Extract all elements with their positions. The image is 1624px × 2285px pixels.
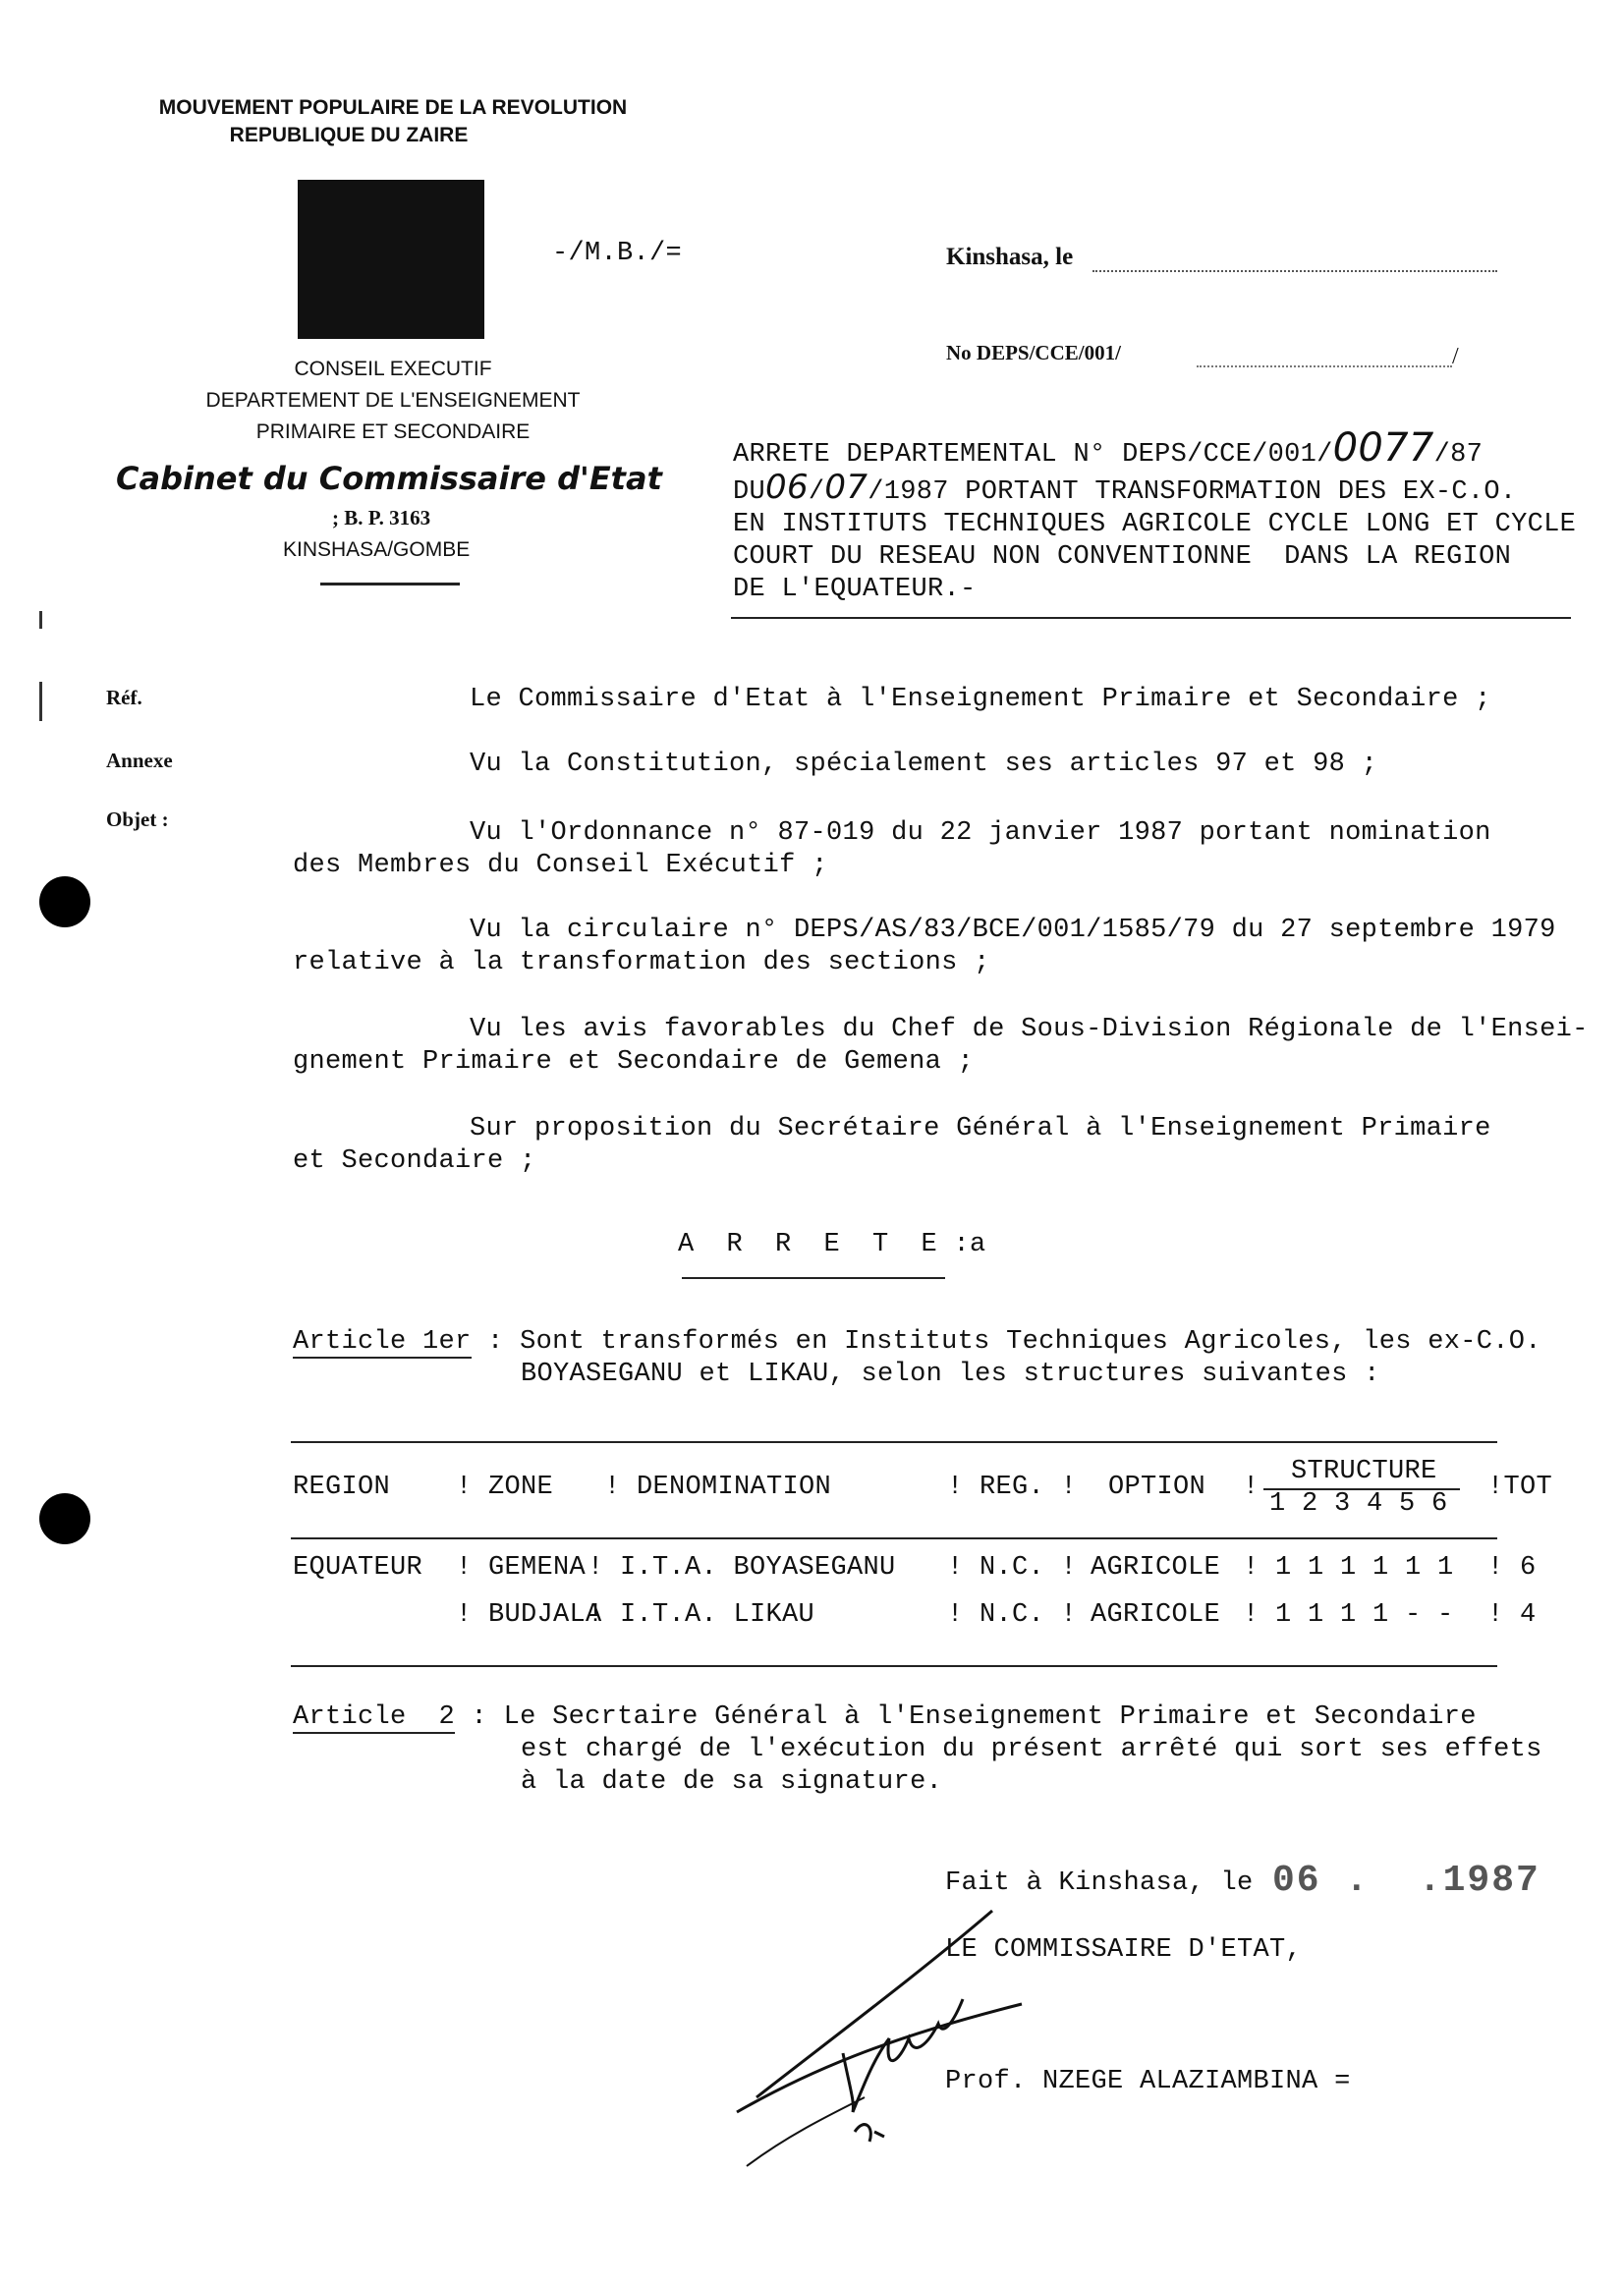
preamble-2: Vu la Constitution, spécialement ses articles 97 et 98 ; <box>470 750 1378 779</box>
decree-title <box>733 425 1577 606</box>
date-stamp: 06 . .1987 <box>1272 1860 1540 1902</box>
header-denomination: ! DENOMINATION <box>604 1473 832 1502</box>
table-row: ! BUDJALA ! I.T.A. LIKAU ! N.C. ! AGRICOLE ! 1 1 1 1 - - ! 4 <box>456 1600 1537 1630</box>
reference-slash: / <box>1452 344 1459 369</box>
title-line-2: DU06/07/1987 PORTANT TRANSFORMATION DES EX-C.O. <box>733 468 1517 507</box>
header-zone: ! ZONE <box>456 1473 554 1502</box>
header-left <box>108 96 678 147</box>
preamble-5: Vu les avis favorables du Chef de Sous-Division Régionale de l'Ensei- gnement Primaire et Secondaire de Gemena ; <box>293 1015 1589 1077</box>
header-structure-title: STRUCTURE <box>1291 1457 1437 1486</box>
article-1: Article 1er : Sont transformés en Instituts Techniques Agricoles, les ex-C.O. BOYASEGANU et LIKAU, selon les structures suivantes : <box>293 1327 1541 1389</box>
header-left-rule <box>320 583 460 585</box>
table-bottom-rule <box>291 1665 1497 1667</box>
movement-line: MOUVEMENT POPULAIRE DE LA REVOLUTION <box>158 96 628 119</box>
reference-blank-line <box>1197 365 1452 367</box>
header-option: OPTION <box>1108 1473 1206 1502</box>
council-line: CONSEIL EXECUTIF <box>294 358 492 380</box>
margin-mark <box>39 682 42 721</box>
header-reg: ! REG. ! <box>947 1473 1078 1502</box>
arrete-heading: A R R E T E :a <box>678 1230 986 1259</box>
handwritten-number: 0077 <box>1332 425 1434 471</box>
header-structure-sep: ! <box>1243 1473 1260 1502</box>
header-region: REGION <box>293 1473 391 1502</box>
reference-number-label: No DEPS/CCE/001/ <box>946 341 1121 364</box>
date-blank-line <box>1092 270 1497 272</box>
signature <box>727 1901 1041 2176</box>
department-line-1: DEPARTEMENT DE L'ENSEIGNEMENT <box>205 389 581 412</box>
preamble-6: Sur proposition du Secrétaire Général à l'Enseignement Primaire et Secondaire ; <box>293 1114 1491 1176</box>
city-line: KINSHASA/GOMBE <box>283 538 471 561</box>
article-1-label: Article 1er <box>293 1327 472 1357</box>
signatory-name: Prof. NZEGE ALAZIAMBINA = <box>945 2067 1351 2096</box>
title-line-5: DE L'EQUATEUR.- <box>733 575 977 604</box>
ref-label: Réf. <box>106 686 142 709</box>
redacted-emblem <box>298 180 484 339</box>
arrete-underline <box>682 1277 945 1279</box>
postal-box: ; B. P. 3163 <box>332 506 431 529</box>
handwritten-day: 06 <box>765 468 809 507</box>
table-row: EQUATEUR ! GEMENA ! I.T.A. BOYASEGANU ! N.C. ! AGRICOLE ! 1 1 1 1 1 1 ! 6 <box>293 1553 1537 1583</box>
punch-hole <box>39 1493 90 1544</box>
margin-mark <box>39 611 42 629</box>
table-header-rule <box>291 1537 1497 1539</box>
preamble-4: Vu la circulaire n° DEPS/AS/83/BCE/001/1585/79 du 27 septembre 1979 relative à la transformation des sections ; <box>293 916 1556 977</box>
commissioner-title: LE COMMISSAIRE D'ETAT, <box>945 1935 1303 1965</box>
article-2-label: Article 2 <box>293 1702 456 1732</box>
article-2: Article 2 : Le Secrtaire Général à l'Enseignement Primaire et Secondaire est chargé de l'exécution du présent arrêté qui sort ses effets à la date de sa signature. <box>293 1702 1542 1797</box>
handwritten-month: 07 <box>824 468 868 507</box>
title-line-4: COURT DU RESEAU NON CONVENTIONNE DANS LA REGION <box>733 542 1512 572</box>
table-top-rule <box>291 1441 1497 1443</box>
title-line-3: EN INSTITUTS TECHNIQUES AGRICOLE CYCLE LONG ET CYCLE <box>733 510 1577 539</box>
header-tot: !TOT <box>1487 1473 1553 1502</box>
mb-reference: -/M.B./= <box>552 239 683 268</box>
republic-line: REPUBLIQUE DU ZAIRE <box>229 124 469 146</box>
objet-label: Objet : <box>106 808 169 831</box>
preamble-1: Le Commissaire d'Etat à l'Enseignement Primaire et Secondaire ; <box>470 685 1491 714</box>
kinshasa-date-label: Kinshasa, le <box>946 244 1074 270</box>
title-line-1: ARRETE DEPARTEMENTAL N° DEPS/CCE/001/0077/87 <box>733 425 1484 471</box>
department-line-2: PRIMAIRE ET SECONDAIRE <box>255 420 531 443</box>
title-rule <box>731 617 1571 619</box>
header-department <box>138 358 648 444</box>
cabinet-title: Cabinet du Commissaire d'Etat <box>116 460 662 497</box>
signed-at: Fait à Kinshasa, le <box>945 1868 1254 1898</box>
annexe-label: Annexe <box>106 749 173 772</box>
punch-hole <box>39 876 90 927</box>
header-structure-cols: 1 2 3 4 5 6 <box>1269 1489 1448 1519</box>
preamble-3: Vu l'Ordonnance n° 87-019 du 22 janvier 1987 portant nomination des Membres du Conseil Exécutif ; <box>293 818 1491 880</box>
